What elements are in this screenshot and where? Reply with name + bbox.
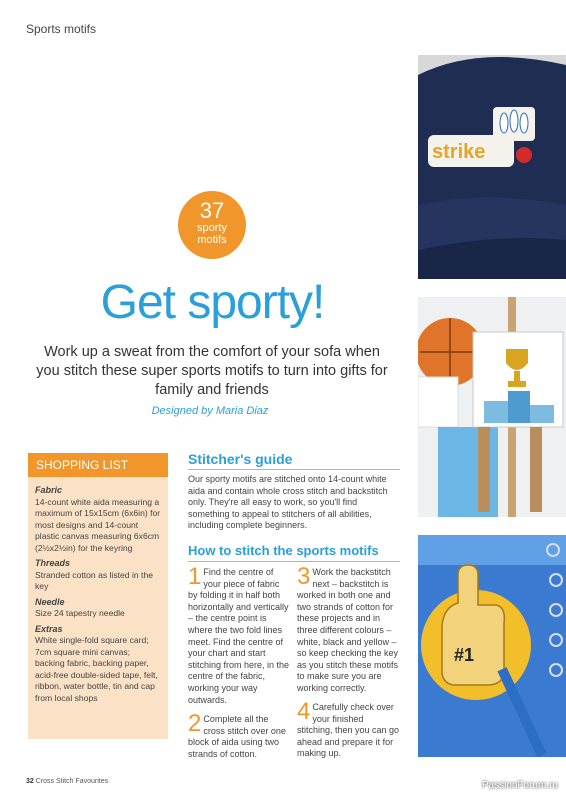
photo-trophy-canvas xyxy=(418,297,566,517)
step-3-number: 3 xyxy=(297,563,311,590)
section-label: Sports motifs xyxy=(26,22,97,36)
stitchers-guide-text: Our sporty motifs are stitched onto 14-count white aida and contain whole cross stitch and backstitch only. They're all easy to work, so you'll find something to appeal to stitchers of all abilities, including complete beginners. xyxy=(188,474,388,530)
step-3-text: Work the backstitch next – backstitch is worked in both one and two strands of cotton for these projects and in three different colours – white, black and yellow – so keep checking the key as you stitch these motifs to make sure you are working correctly. xyxy=(297,567,399,693)
step-1 xyxy=(188,563,291,706)
needle-heading: Needle xyxy=(35,596,65,607)
stitchers-guide-title: Stitcher's guide xyxy=(188,451,293,467)
headline: Get sporty! xyxy=(100,276,325,329)
step-2 xyxy=(188,710,291,760)
cap-strike-text: strike xyxy=(432,141,486,163)
step-1-number: 1 xyxy=(188,563,202,590)
badge-number: 37 xyxy=(199,198,225,223)
step-1-text: Find the centre of your piece of fabric by folding it in half both horizontally and vertically – the centre point is where the two fold lines meet. Find the centre of your chart and start stitching from here, in the centre of the fabric, working your way outwards. xyxy=(188,567,290,705)
step-4-text: Carefully check over your finished stitching, then you can go ahead and prepare it for making up. xyxy=(297,702,400,759)
page-number: 32 xyxy=(26,778,34,785)
motif-count-badge xyxy=(178,191,246,259)
how-to-rule xyxy=(188,561,400,562)
extras-heading: Extras xyxy=(35,623,63,634)
step-2-text: Complete all the cross stitch over one block of aida using two strands of cotton. xyxy=(188,714,286,759)
badge-line-1: sporty xyxy=(197,222,227,234)
photo-foam-finger xyxy=(418,535,566,757)
threads-text: Stranded cotton as listed in the key xyxy=(35,569,154,591)
magazine-name: Cross Stitch Favourites xyxy=(35,778,109,785)
how-to-title: How to stitch the sports motifs xyxy=(188,543,379,558)
watermark: PassionForum.ru xyxy=(481,780,558,791)
step-4-number: 4 xyxy=(297,698,311,725)
threads-heading: Threads xyxy=(35,558,71,568)
needle-text: Size 24 tapestry needle xyxy=(35,608,125,618)
guide-rule xyxy=(188,469,400,470)
extras-text: White single-fold square card; 7cm square mini canvas; backing fabric, backing paper, acid-free double-sided tape, felt, ribbon, water bottle, tin and cap from local shops xyxy=(35,635,158,703)
step-4 xyxy=(297,698,401,760)
step-2-number: 2 xyxy=(188,710,202,737)
step-3 xyxy=(297,563,401,695)
byline: Designed by Maria Diaz xyxy=(151,405,269,417)
footer xyxy=(26,778,108,785)
shopping-list-title: SHOPPING LIST xyxy=(28,453,168,477)
badge-line-2: motifs xyxy=(197,234,227,246)
standfirst: Work up a sweat from the comfort of your sofa when you stitch these super sports motifs to turn into gifts for family and friends xyxy=(36,344,388,398)
foam-finger-label: #1 xyxy=(454,645,475,665)
fabric-text: 14-count white aida measuring a maximum of 15x15cm (6x6in) for most designs and 14-count plastic canvas measuring 6x6cm (2½x2½in) for the keyring xyxy=(35,496,161,553)
photo-cap xyxy=(418,55,566,279)
fabric-heading: Fabric xyxy=(35,485,63,495)
shopping-list xyxy=(28,453,168,739)
